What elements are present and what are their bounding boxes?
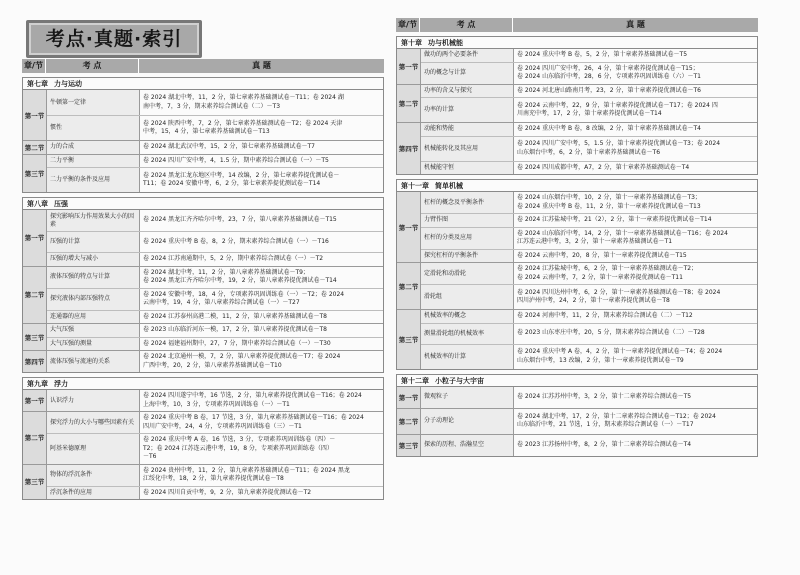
topic-cell: 动能和势能	[421, 123, 514, 136]
index-row	[421, 161, 757, 175]
section-items	[47, 210, 383, 266]
section-row	[397, 408, 757, 434]
exam-ref-line: 卷 2024 重庆中考 A 卷，4，2 分，第十一章素养提优测试卷－T4；卷 2024	[517, 348, 723, 355]
exam-refs-cell	[514, 162, 757, 175]
exam-ref-line: 卷 2023 山东临沂河东一模，17，2 分，第八章素养提优测试卷－T8	[143, 326, 327, 333]
topic-cell: 力的合成	[47, 141, 140, 154]
index-row	[47, 167, 383, 192]
exam-ref-line: 卷 2024 云南中考，20，8 分，第十一章素养提优测试卷－T15	[517, 251, 687, 259]
exam-refs-cell	[140, 351, 383, 372]
index-row	[421, 62, 757, 84]
exam-ref-line: 卷 2024 重庆中考 B 卷，17 节选，3 分，第九章素养基础测试卷－T16；卷 2024	[143, 414, 364, 421]
chapter-heading	[397, 375, 757, 387]
exam-ref-line: 四川泸州中考，24，2 分，第十一章素养提优测试卷－T8	[517, 297, 670, 304]
topic-cell: 浮沉条件的应用	[47, 487, 140, 500]
exam-refs-cell	[140, 324, 383, 337]
exam-ref-line: 卷 2024 黑龙江龙东地区中考，14 改编，2 分，第七章素养提优测试卷－	[143, 171, 340, 179]
chapter-heading	[397, 180, 757, 192]
index-row	[47, 155, 383, 168]
topic-cell: 功率的含义与探究	[421, 85, 514, 98]
exam-ref-line: 卷 2024 福建福州期中，27，7 分，期中素养综合测试卷（一）－T30	[143, 339, 331, 347]
topic-cell: 分子动理论	[421, 409, 514, 434]
index-row	[47, 465, 383, 486]
exam-refs-cell	[140, 289, 383, 310]
section-label: 第三节	[23, 324, 47, 350]
topic-cell: 牛顿第一定律	[47, 90, 140, 115]
topic-cell: 探究影响压力作用效果大小的因素	[47, 210, 140, 231]
section-row	[23, 390, 383, 411]
exam-ref-line: 卷 2024 山东临沂中考，28，6 分，专项素养巩固训练卷（六）－T1	[517, 73, 701, 80]
section-items	[47, 141, 383, 154]
section-row	[397, 192, 757, 262]
exam-refs-cell	[514, 345, 757, 369]
right-column	[396, 18, 758, 457]
exam-ref-line: 卷 2024 重庆中考 B 卷，5，2 分，第十章素养基础测试卷－T5	[517, 51, 688, 58]
index-row	[421, 136, 757, 161]
exam-ref-line: 卷 2024 山东烟台中考，10，2 分，第十一章素养基础测试卷－T3；	[517, 194, 701, 201]
exam-refs-cell	[514, 123, 757, 136]
page-title	[26, 20, 202, 58]
exam-ref-line: 卷 2024 云南中考，22，9 分，第十章素养提优测试卷－T17；卷 2024 四	[517, 101, 718, 109]
index-row	[421, 435, 757, 456]
section-items	[47, 465, 383, 500]
page-title-text: 考点·真题·索引	[45, 28, 183, 50]
section-items	[421, 387, 757, 408]
exam-refs-cell	[140, 90, 383, 115]
chapter-title: 简单机械	[435, 182, 463, 190]
exam-refs-cell	[514, 214, 757, 227]
index-row	[47, 90, 383, 115]
exam-ref-line: 卷 2024 江苏盐城中考，6，2 分，第十一章素养基础测试卷－T2；	[517, 265, 698, 272]
exam-ref-line: 卷 2024 四川广安中考，4，1.5 分，期中素养综合测试卷（一）－T5	[143, 156, 329, 164]
index-row	[421, 263, 757, 284]
exam-ref-line: 卷 2024 黑龙江齐齐哈尔中考，19，2 分，第八章素养提优测试卷－T14	[143, 277, 337, 284]
topic-cell: 滑轮组	[421, 285, 514, 309]
exam-ref-line: 卷 2024 四川成都中考，A7，2 分，第十章素养基础测试卷－T4	[517, 163, 690, 171]
exam-refs-cell	[514, 250, 757, 263]
section-items	[47, 412, 383, 464]
section-items	[47, 390, 383, 411]
index-row	[47, 390, 383, 411]
header-topic: 考 点	[46, 59, 139, 73]
index-row	[421, 213, 757, 227]
section-row	[397, 84, 757, 123]
exam-ref-line: T11；卷 2024 安徽中考，6，2 分，第七章素养提优测试卷－T14	[143, 180, 321, 187]
chapter-heading	[397, 37, 757, 49]
section-label: 第二节	[397, 409, 421, 434]
chapter-title: 功与机械能	[428, 39, 463, 47]
section-label: 第二节	[397, 263, 421, 309]
topic-cell: 液体压强的特点与计算	[47, 267, 140, 288]
chapter-block	[396, 36, 758, 175]
section-label: 第三节	[397, 435, 421, 456]
exam-refs-cell	[514, 85, 757, 98]
exam-refs-cell	[140, 311, 383, 324]
index-row	[421, 123, 757, 136]
header-exam: 真 题	[252, 61, 271, 70]
section-row	[23, 210, 383, 266]
exam-refs-cell	[140, 434, 383, 464]
exam-ref-line: 卷 2024 北京通州一模，7，2 分，第八章素养提优测试卷－T7；卷 2024	[143, 353, 341, 360]
topic-cell: 探究液体内部压强特点	[47, 289, 140, 310]
exam-ref-line: 江绥化中考，18，2 分，第九章素养提优测试卷－T8	[143, 475, 284, 482]
exam-ref-line: 中考，15，4 分，第七章素养基础测试卷－T13	[143, 128, 270, 135]
exam-ref-line: 卷 2024 湖北中考，17，2 分，第十二章素养综合测试卷－T12；卷 2024	[517, 412, 716, 420]
exam-ref-line: 卷 2024 四川遂宁中考，16 节选，2 分，第九章素养提优测试卷－T16；卷 2024	[143, 392, 362, 399]
section-row	[23, 90, 383, 140]
chapter-title: 浮力	[54, 380, 68, 388]
chapter-number: 第十一章	[401, 182, 429, 190]
exam-refs-cell	[514, 324, 757, 344]
exam-refs-cell	[514, 409, 757, 434]
chapter-block	[22, 77, 384, 193]
exam-ref-line: 四川广安中考，24，4 分，专项素养巩固训练卷（三）－T1	[143, 422, 302, 430]
header-chapter: 章/节	[396, 18, 420, 32]
section-label: 第三节	[397, 310, 421, 369]
exam-ref-line: 卷 2024 重庆中考 A 卷，16 节选，3 分，专项素养巩固训练卷（四）－	[143, 436, 336, 443]
chapter-block	[396, 179, 758, 370]
header-exam: 真 题	[626, 20, 645, 29]
topic-cell: 探究浮力的大小与哪些因素有关	[47, 412, 140, 433]
chapter-title: 小粒子与大宇宙	[435, 376, 484, 385]
chapter-heading	[23, 378, 383, 390]
section-items	[421, 310, 757, 369]
index-row	[47, 310, 383, 324]
section-items	[421, 409, 757, 434]
exam-ref-line: 卷 2024 重庆中考 B 卷，8，2 分，期末素养综合测试卷（一）－T16	[143, 237, 329, 245]
index-row	[47, 288, 383, 310]
topic-cell: 力臂作图	[421, 214, 514, 227]
topic-cell: 机械效率的概念	[421, 310, 514, 323]
exam-refs-cell	[514, 263, 757, 284]
exam-refs-cell	[140, 267, 383, 288]
exam-ref-line: 山东烟台中考，13 改编，2 分，第十一章素养提优测试卷－T9	[517, 356, 684, 364]
exam-ref-line: 川南充中考，17，2 分，第十章素养提优测试卷－T14	[517, 110, 662, 117]
section-row	[397, 122, 757, 174]
topic-cell: 二力平衡	[47, 155, 140, 168]
exam-refs-cell	[514, 137, 757, 161]
exam-refs-cell	[514, 435, 757, 456]
section-row	[397, 262, 757, 309]
exam-refs-cell	[140, 390, 383, 411]
chapter-block	[396, 374, 758, 457]
index-row	[421, 409, 757, 434]
topic-cell: 机械效率的计算	[421, 345, 514, 369]
topic-cell: 认识浮力	[47, 390, 140, 411]
topic-cell: 机械能转化及其应用	[421, 137, 514, 161]
exam-ref-line: －T6	[143, 453, 157, 460]
topic-cell: 连通器的应用	[47, 311, 140, 324]
index-row	[421, 227, 757, 249]
index-row	[47, 252, 383, 266]
exam-ref-line: 卷 2024 陕西中考，7，2 分，第七章素养基础测试卷－T2；卷 2024 天津	[143, 119, 343, 127]
exam-refs-cell	[140, 338, 383, 351]
index-row	[421, 85, 757, 98]
index-row	[47, 337, 383, 351]
exam-ref-line: 卷 2024 黑龙江齐齐哈尔中考，23，7 分，第八章素养基础测试卷－T15	[143, 216, 337, 224]
exam-ref-line: 卷 2024 湖北武汉中考，15，2 分，第七章素养基础测试卷－T7	[143, 143, 315, 150]
section-items	[421, 49, 757, 84]
exam-ref-line: 卷 2024 山东临沂中考，14，2 分，第十一章素养基础测试卷－T16；卷 2024	[517, 229, 728, 237]
section-label: 第二节	[23, 267, 47, 324]
chapter-title: 力与运动	[54, 80, 82, 88]
section-row	[23, 411, 383, 464]
index-row	[47, 433, 383, 464]
section-items	[421, 85, 757, 123]
header-chapter: 章/节	[22, 59, 46, 73]
section-items	[47, 90, 383, 140]
exam-ref-line: 卷 2024 安徽中考，18，4 分，专项素养巩固训练卷（一）－T2；卷 2024	[143, 290, 345, 298]
topic-cell: 物体的浮沉条件	[47, 465, 140, 486]
exam-ref-line: 卷 2024 四川达州中考，6，2 分，第十一章素养基础测试卷－T8；卷 2024	[517, 288, 721, 296]
topic-cell: 做功的两个必要条件	[421, 49, 514, 62]
chapter-number: 第七章	[27, 80, 48, 88]
section-label: 第一节	[397, 387, 421, 408]
section-label: 第二节	[397, 85, 421, 123]
topic-cell: 探究杠杆的平衡条件	[421, 250, 514, 263]
section-label: 第三节	[23, 155, 47, 193]
section-label: 第三节	[23, 465, 47, 500]
section-label: 第一节	[23, 210, 47, 266]
topic-cell: 微观粒子	[421, 387, 514, 408]
section-items	[47, 267, 383, 324]
exam-refs-cell	[140, 253, 383, 266]
exam-ref-line: 卷 2024 湖北中考，11，2 分，第八章素养基础测试卷－T9；	[143, 268, 309, 276]
index-row	[421, 192, 757, 213]
section-label: 第二节	[23, 412, 47, 464]
section-label: 第一节	[397, 192, 421, 262]
chapter-number: 第八章	[27, 200, 48, 208]
left-column	[22, 59, 384, 500]
exam-refs-cell	[140, 141, 383, 154]
exam-ref-line: 卷 2024 贵州中考，11，2 分，第九章素养基础测试卷－T11；卷 2024 黑龙	[143, 466, 350, 474]
exam-refs-cell	[514, 63, 757, 84]
exam-refs-cell	[140, 487, 383, 500]
index-row	[421, 387, 757, 408]
chapter-number: 第十章	[401, 39, 422, 47]
topic-cell: 功率的计算	[421, 98, 514, 122]
section-row	[397, 49, 757, 84]
section-row	[23, 266, 383, 324]
index-row	[421, 344, 757, 369]
section-label: 第四节	[397, 123, 421, 174]
section-row	[23, 154, 383, 193]
section-row	[23, 323, 383, 350]
exam-ref-line: 江苏连云港中考，3，2 分，第十一章素养基础测试卷－T1	[517, 238, 673, 245]
exam-refs-cell	[140, 412, 383, 433]
exam-ref-line: 广西中考，20，2 分，第八章素养基础测试卷－T10	[143, 361, 282, 369]
topic-cell: 杠杆的概念及平衡条件	[421, 192, 514, 213]
exam-ref-line: 卷 2024 江苏苏州中考，3，2 分，第十二章素养综合测试卷－T5	[517, 392, 692, 400]
table-header	[396, 18, 758, 32]
section-items	[421, 192, 757, 262]
index-row	[421, 284, 757, 309]
index-row	[421, 49, 757, 62]
header-topic: 考 点	[420, 18, 513, 32]
exam-ref-line: 卷 2024 河北唐山路南月考，23，2 分，第十章素养提优测试卷－T6	[517, 86, 701, 94]
section-items	[421, 123, 757, 174]
exam-ref-line: 卷 2024 江苏泰州高港二模，11，2 分，第八章素养基础测试卷－T8	[143, 312, 327, 320]
section-items	[421, 435, 757, 456]
topic-cell: 大气压强的测量	[47, 338, 140, 351]
table-header	[22, 59, 384, 73]
topic-cell: 杠杆的分类及应用	[421, 228, 514, 249]
exam-ref-line: 上海中考，10，3 分，专项素养巩固训练卷（一）－T1	[143, 400, 290, 408]
section-row	[23, 464, 383, 500]
section-label: 第二节	[23, 141, 47, 154]
index-row	[47, 210, 383, 231]
chapter-heading	[23, 198, 383, 210]
exam-refs-cell	[514, 228, 757, 249]
topic-cell: 大气压强	[47, 324, 140, 337]
section-items	[47, 155, 383, 193]
topic-cell: 定滑轮和动滑轮	[421, 263, 514, 284]
exam-refs-cell	[514, 285, 757, 309]
topic-cell: 阿基米德原理	[47, 434, 140, 464]
topic-cell: 测量滑轮组的机械效率	[421, 324, 514, 344]
exam-ref-line: 卷 2024 湖北中考，11，2 分，第七章素养基础测试卷－T11；卷 2024 湖	[143, 94, 344, 101]
section-label: 第一节	[23, 90, 47, 140]
index-row	[421, 97, 757, 122]
index-row	[47, 115, 383, 140]
section-row	[397, 434, 757, 456]
section-row	[23, 140, 383, 154]
section-label: 第一节	[23, 390, 47, 411]
section-label: 第四节	[23, 351, 47, 372]
exam-ref-line: 云南中考，19，4 分，第八章素养综合测试卷（一）－T27	[143, 299, 300, 306]
topic-cell: 功的概念与计算	[421, 63, 514, 84]
index-row	[47, 486, 383, 500]
index-row	[47, 324, 383, 337]
topic-cell: 压强的增大与减小	[47, 253, 140, 266]
section-items	[47, 324, 383, 350]
exam-ref-line: 卷 2024 河南中考，11，2 分，期末素养综合测试卷（二）－T12	[517, 312, 693, 319]
topic-cell: 压强的计算	[47, 232, 140, 252]
topic-cell: 惯性	[47, 116, 140, 140]
exam-ref-line: 卷 2024 云南中考，7，2 分，第十一章素养提优测试卷－T11	[517, 273, 683, 281]
topic-cell: 流体压强与流速的关系	[47, 351, 140, 372]
chapter-heading	[23, 78, 383, 90]
topic-cell: 机械能守恒	[421, 162, 514, 175]
exam-refs-cell	[514, 192, 757, 213]
section-row	[397, 309, 757, 369]
exam-ref-line: 卷 2024 四川广安中考，26，4 分，第十章素养提优测试卷－T15；	[517, 64, 699, 72]
exam-ref-line: 山东临沂中考，21 节选，1 分，期末素养综合测试卷（一）－T17	[517, 421, 694, 428]
index-row	[421, 323, 757, 344]
index-row	[47, 267, 383, 288]
exam-ref-line: 卷 2024 重庆中考 B 卷，11，2 分，第十一章素养提优测试卷－T13	[517, 202, 701, 210]
exam-refs-cell	[514, 98, 757, 122]
index-row	[47, 412, 383, 433]
exam-refs-cell	[514, 310, 757, 323]
index-row	[421, 249, 757, 263]
exam-ref-line: 卷 2023 江苏扬州中考，8，2 分，第十二章素养综合测试卷－T4	[517, 440, 692, 448]
section-row	[397, 387, 757, 408]
exam-refs-cell	[140, 168, 383, 192]
exam-refs-cell	[514, 49, 757, 62]
chapter-block	[22, 197, 384, 373]
exam-ref-line: 卷 2024 四川自贡中考，9，2 分，第九章素养提优测试卷－T2	[143, 488, 312, 496]
chapter-title: 压强	[54, 200, 68, 208]
exam-ref-line: 卷 2023 山东枣庄中考，20，5 分，期末素养综合测试卷（二）－T28	[517, 329, 705, 337]
chapter-number: 第九章	[27, 380, 48, 388]
exam-ref-line: 卷 2024 江苏盐城中考，21（2），2 分，第十一章素养提优测试卷－T14	[517, 216, 712, 223]
exam-ref-line: 南中考，7，3 分，期末素养综合测试卷（二）－T3	[143, 102, 281, 110]
exam-ref-line: 卷 2024 四川广安中考，5，1.5 分，第十章素养提优测试卷－T3；卷 2024	[517, 140, 721, 147]
index-row	[47, 351, 383, 372]
exam-refs-cell	[140, 210, 383, 231]
section-row	[23, 350, 383, 372]
topic-cell: 二力平衡的条件及应用	[47, 168, 140, 192]
section-items	[421, 263, 757, 309]
section-items	[47, 351, 383, 372]
index-row	[47, 231, 383, 252]
exam-ref-line: 卷 2024 江苏南通期中，5，2 分，期中素养综合测试卷（一）－T2	[143, 255, 324, 262]
chapter-number: 第十二章	[401, 376, 429, 385]
exam-ref-line: 卷 2024 重庆中考 B 卷，8 改编，2 分，第十章素养基础测试卷－T4	[517, 125, 701, 132]
exam-refs-cell	[140, 116, 383, 140]
exam-refs-cell	[140, 232, 383, 252]
chapter-block	[22, 377, 384, 500]
exam-ref-line: T2；卷 2024 江苏连云港中考，19，8 分，专项素养巩固训练卷（四）	[143, 444, 333, 452]
topic-cell: 探索的历程、浩瀚星空	[421, 435, 514, 456]
exam-refs-cell	[140, 465, 383, 486]
index-row	[47, 141, 383, 154]
index-row	[421, 310, 757, 323]
exam-refs-cell	[514, 387, 757, 408]
exam-refs-cell	[140, 155, 383, 168]
section-label: 第一节	[397, 49, 421, 84]
exam-ref-line: 山东烟台中考，6，2 分，第十章素养基础测试卷－T6	[517, 148, 661, 156]
